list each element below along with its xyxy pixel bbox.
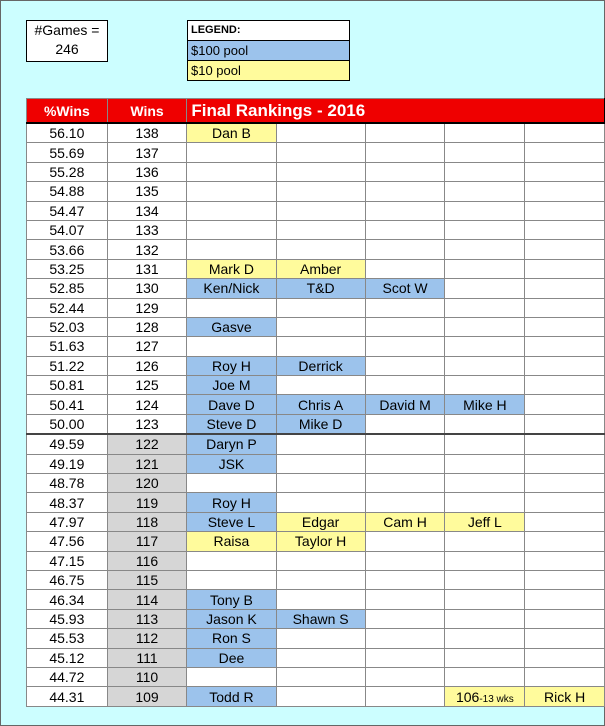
win-pct-cell: 51.63 xyxy=(27,337,108,356)
player-cell: Cam H xyxy=(365,512,445,531)
player-cell: 106-13 wks xyxy=(445,687,525,706)
win-pct-cell: 45.53 xyxy=(27,629,108,648)
table-row xyxy=(27,376,605,395)
player-cell xyxy=(365,532,445,551)
legend-yellow-entry: $10 pool xyxy=(188,60,349,80)
player-cell xyxy=(525,532,605,551)
player-cell xyxy=(365,493,445,512)
player-cell xyxy=(525,298,605,317)
player-cell xyxy=(276,434,365,454)
player-cell xyxy=(525,356,605,375)
table-row xyxy=(27,667,605,686)
player-cell xyxy=(276,590,365,609)
player-cell xyxy=(445,667,525,686)
player-cell xyxy=(365,201,445,220)
player-cell xyxy=(445,220,525,239)
table-row xyxy=(27,395,605,414)
table-row xyxy=(27,143,605,162)
table-row xyxy=(27,337,605,356)
table-row xyxy=(27,123,605,143)
wins-cell: 135 xyxy=(107,182,187,201)
table-row xyxy=(27,609,605,628)
player-cell xyxy=(525,395,605,414)
win-pct-cell: 45.93 xyxy=(27,609,108,628)
player-cell xyxy=(365,687,445,706)
win-pct-cell: 56.10 xyxy=(27,123,108,143)
player-cell xyxy=(525,376,605,395)
player-cell xyxy=(365,123,445,143)
player-cell xyxy=(365,667,445,686)
player-cell xyxy=(187,570,276,589)
win-pct-cell: 53.66 xyxy=(27,240,108,259)
player-cell xyxy=(445,356,525,375)
table-row xyxy=(27,512,605,531)
wins-cell: 124 xyxy=(107,395,187,414)
player-cell xyxy=(445,551,525,570)
player-cell xyxy=(365,434,445,454)
win-pct-cell: 47.15 xyxy=(27,551,108,570)
win-pct-cell: 46.34 xyxy=(27,590,108,609)
win-pct-cell: 47.97 xyxy=(27,512,108,531)
table-row xyxy=(27,201,605,220)
player-cell xyxy=(445,279,525,298)
win-pct-cell: 44.31 xyxy=(27,687,108,706)
player-cell: JSK xyxy=(187,454,276,473)
player-cell xyxy=(445,414,525,434)
table-row xyxy=(27,590,605,609)
table-row xyxy=(27,182,605,201)
player-cell xyxy=(276,201,365,220)
player-cell xyxy=(365,162,445,181)
player-cell: David M xyxy=(365,395,445,414)
win-pct-cell: 52.03 xyxy=(27,317,108,336)
table-row xyxy=(27,551,605,570)
win-pct-cell: 55.69 xyxy=(27,143,108,162)
header-row xyxy=(27,99,605,124)
player-cell: Gasve xyxy=(187,317,276,336)
table-row xyxy=(27,532,605,551)
wins-cell: 111 xyxy=(107,648,187,667)
player-cell: Dan B xyxy=(187,123,276,143)
player-cell xyxy=(525,648,605,667)
header-pct: %Wins xyxy=(27,99,108,124)
player-cell xyxy=(445,298,525,317)
player-cell xyxy=(365,609,445,628)
player-cell xyxy=(365,474,445,493)
player-cell xyxy=(445,532,525,551)
player-cell xyxy=(525,240,605,259)
player-cell: Jeff L xyxy=(445,512,525,531)
table-row xyxy=(27,162,605,181)
header-wins: Wins xyxy=(107,99,187,124)
table-row xyxy=(27,570,605,589)
win-pct-cell: 47.56 xyxy=(27,532,108,551)
player-cell xyxy=(365,570,445,589)
player-cell xyxy=(525,143,605,162)
wins-cell: 119 xyxy=(107,493,187,512)
win-pct-cell: 54.47 xyxy=(27,201,108,220)
player-cell xyxy=(276,337,365,356)
wins-cell: 120 xyxy=(107,474,187,493)
player-cell xyxy=(365,356,445,375)
player-cell xyxy=(276,687,365,706)
win-pct-cell: 50.00 xyxy=(27,414,108,434)
player-cell xyxy=(525,182,605,201)
player-cell xyxy=(445,317,525,336)
player-cell xyxy=(276,629,365,648)
player-cell xyxy=(445,201,525,220)
player-cell xyxy=(525,493,605,512)
player-cell xyxy=(187,162,276,181)
wins-cell: 115 xyxy=(107,570,187,589)
player-cell xyxy=(525,590,605,609)
player-cell xyxy=(365,317,445,336)
player-cell xyxy=(276,376,365,395)
games-count-box xyxy=(26,20,108,62)
player-cell: Mike H xyxy=(445,395,525,414)
games-label: #Games = xyxy=(34,22,100,38)
wins-cell: 130 xyxy=(107,279,187,298)
player-cell xyxy=(525,414,605,434)
player-cell xyxy=(445,609,525,628)
player-cell xyxy=(365,454,445,473)
player-cell: Chris A xyxy=(276,395,365,414)
table-row xyxy=(27,356,605,375)
player-cell xyxy=(276,182,365,201)
player-cell: Dee xyxy=(187,648,276,667)
rankings-table xyxy=(26,98,605,707)
wins-cell: 113 xyxy=(107,609,187,628)
player-cell: T&D xyxy=(276,279,365,298)
player-cell: Daryn P xyxy=(187,434,276,454)
wins-cell: 116 xyxy=(107,551,187,570)
table-row xyxy=(27,434,605,454)
win-pct-cell: 48.78 xyxy=(27,474,108,493)
wins-cell: 110 xyxy=(107,667,187,686)
player-cell xyxy=(365,298,445,317)
legend-title: LEGEND: xyxy=(191,24,241,36)
win-pct-cell: 50.81 xyxy=(27,376,108,395)
player-cell xyxy=(365,629,445,648)
wins-cell: 118 xyxy=(107,512,187,531)
player-cell xyxy=(525,434,605,454)
player-cell: Roy H xyxy=(187,356,276,375)
player-cell: Joe M xyxy=(187,376,276,395)
player-cell xyxy=(187,474,276,493)
table-row xyxy=(27,220,605,239)
player-cell xyxy=(525,570,605,589)
player-cell xyxy=(276,240,365,259)
player-cell xyxy=(187,667,276,686)
player-cell xyxy=(365,590,445,609)
table-title: Final Rankings - 2016 xyxy=(187,99,365,124)
player-cell xyxy=(445,123,525,143)
player-cell: Ken/Nick xyxy=(187,279,276,298)
player-cell xyxy=(276,123,365,143)
player-cell xyxy=(187,182,276,201)
player-cell: Dave D xyxy=(187,395,276,414)
table-row xyxy=(27,648,605,667)
player-cell: Edgar xyxy=(276,512,365,531)
wins-cell: 128 xyxy=(107,317,187,336)
player-cell xyxy=(525,337,605,356)
player-cell xyxy=(187,298,276,317)
player-cell xyxy=(187,240,276,259)
player-cell xyxy=(276,570,365,589)
table-row xyxy=(27,279,605,298)
player-cell xyxy=(445,493,525,512)
player-cell: Scot W xyxy=(365,279,445,298)
player-cell xyxy=(276,143,365,162)
wins-cell: 133 xyxy=(107,220,187,239)
player-cell xyxy=(445,648,525,667)
table-row xyxy=(27,317,605,336)
player-cell: Tony B xyxy=(187,590,276,609)
wins-cell: 131 xyxy=(107,259,187,278)
win-pct-cell: 51.22 xyxy=(27,356,108,375)
player-cell xyxy=(525,259,605,278)
player-cell xyxy=(365,551,445,570)
player-cell xyxy=(365,648,445,667)
wins-cell: 129 xyxy=(107,298,187,317)
player-cell xyxy=(365,220,445,239)
player-cell xyxy=(187,201,276,220)
player-cell xyxy=(445,474,525,493)
table-row xyxy=(27,629,605,648)
player-cell xyxy=(365,240,445,259)
win-pct-cell: 44.72 xyxy=(27,667,108,686)
wins-cell: 112 xyxy=(107,629,187,648)
table-row xyxy=(27,259,605,278)
player-cell: Shawn S xyxy=(276,609,365,628)
player-cell xyxy=(276,667,365,686)
table-row xyxy=(27,414,605,434)
player-cell xyxy=(525,474,605,493)
player-cell xyxy=(187,143,276,162)
player-cell xyxy=(276,454,365,473)
player-cell: Todd R xyxy=(187,687,276,706)
player-cell: Steve L xyxy=(187,512,276,531)
wins-cell: 122 xyxy=(107,434,187,454)
wins-cell: 132 xyxy=(107,240,187,259)
player-cell xyxy=(187,337,276,356)
player-cell: Mike D xyxy=(276,414,365,434)
player-cell xyxy=(525,220,605,239)
player-cell xyxy=(445,590,525,609)
win-pct-cell: 54.07 xyxy=(27,220,108,239)
win-pct-cell: 49.59 xyxy=(27,434,108,454)
wins-cell: 126 xyxy=(107,356,187,375)
table-row xyxy=(27,493,605,512)
player-cell xyxy=(445,240,525,259)
win-pct-cell: 54.88 xyxy=(27,182,108,201)
table-row xyxy=(27,687,605,706)
player-cell xyxy=(445,434,525,454)
player-cell xyxy=(525,201,605,220)
player-cell xyxy=(525,279,605,298)
player-cell xyxy=(525,454,605,473)
player-cell xyxy=(445,337,525,356)
wins-cell: 123 xyxy=(107,414,187,434)
player-cell xyxy=(276,648,365,667)
wins-cell: 121 xyxy=(107,454,187,473)
player-cell xyxy=(445,570,525,589)
player-cell xyxy=(445,376,525,395)
player-cell: Derrick xyxy=(276,356,365,375)
player-cell: Ron S xyxy=(187,629,276,648)
wins-cell: 138 xyxy=(107,123,187,143)
player-cell xyxy=(276,298,365,317)
table-row xyxy=(27,298,605,317)
player-cell: Raisa xyxy=(187,532,276,551)
player-cell xyxy=(445,454,525,473)
player-cell xyxy=(276,493,365,512)
legend-blue-entry: $100 pool xyxy=(188,40,349,60)
player-cell: Amber xyxy=(276,259,365,278)
wins-cell: 114 xyxy=(107,590,187,609)
win-pct-cell: 53.25 xyxy=(27,259,108,278)
player-cell xyxy=(525,667,605,686)
player-cell xyxy=(276,220,365,239)
table-row xyxy=(27,454,605,473)
player-cell: Roy H xyxy=(187,493,276,512)
win-pct-cell: 52.85 xyxy=(27,279,108,298)
wins-cell: 109 xyxy=(107,687,187,706)
player-cell xyxy=(187,220,276,239)
player-cell xyxy=(525,317,605,336)
player-cell xyxy=(187,551,276,570)
table-row xyxy=(27,240,605,259)
player-cell xyxy=(445,629,525,648)
player-cell xyxy=(365,376,445,395)
player-cell: Jason K xyxy=(187,609,276,628)
player-cell xyxy=(365,337,445,356)
wins-cell: 137 xyxy=(107,143,187,162)
player-cell xyxy=(365,143,445,162)
player-cell: Mark D xyxy=(187,259,276,278)
player-cell xyxy=(276,474,365,493)
wins-cell: 117 xyxy=(107,532,187,551)
wins-cell: 125 xyxy=(107,376,187,395)
player-cell: Taylor H xyxy=(276,532,365,551)
win-pct-cell: 52.44 xyxy=(27,298,108,317)
player-cell xyxy=(365,182,445,201)
player-cell xyxy=(445,143,525,162)
player-cell: Rick H xyxy=(525,687,605,706)
games-value: 246 xyxy=(55,41,79,57)
wins-cell: 127 xyxy=(107,337,187,356)
player-cell xyxy=(445,259,525,278)
table-row xyxy=(27,474,605,493)
win-pct-cell: 45.12 xyxy=(27,648,108,667)
player-cell xyxy=(525,609,605,628)
player-cell: Steve D xyxy=(187,414,276,434)
player-cell xyxy=(445,182,525,201)
win-pct-cell: 49.19 xyxy=(27,454,108,473)
player-cell xyxy=(276,551,365,570)
win-pct-cell: 55.28 xyxy=(27,162,108,181)
wins-cell: 136 xyxy=(107,162,187,181)
legend-box xyxy=(187,20,350,81)
player-cell xyxy=(276,317,365,336)
player-cell xyxy=(525,123,605,143)
player-cell xyxy=(365,259,445,278)
player-cell xyxy=(525,162,605,181)
win-pct-cell: 50.41 xyxy=(27,395,108,414)
win-pct-cell: 46.75 xyxy=(27,570,108,589)
player-cell xyxy=(525,551,605,570)
wins-cell: 134 xyxy=(107,201,187,220)
player-cell xyxy=(525,629,605,648)
player-cell xyxy=(445,162,525,181)
player-cell xyxy=(365,414,445,434)
player-cell xyxy=(276,162,365,181)
player-cell xyxy=(525,512,605,531)
win-pct-cell: 48.37 xyxy=(27,493,108,512)
